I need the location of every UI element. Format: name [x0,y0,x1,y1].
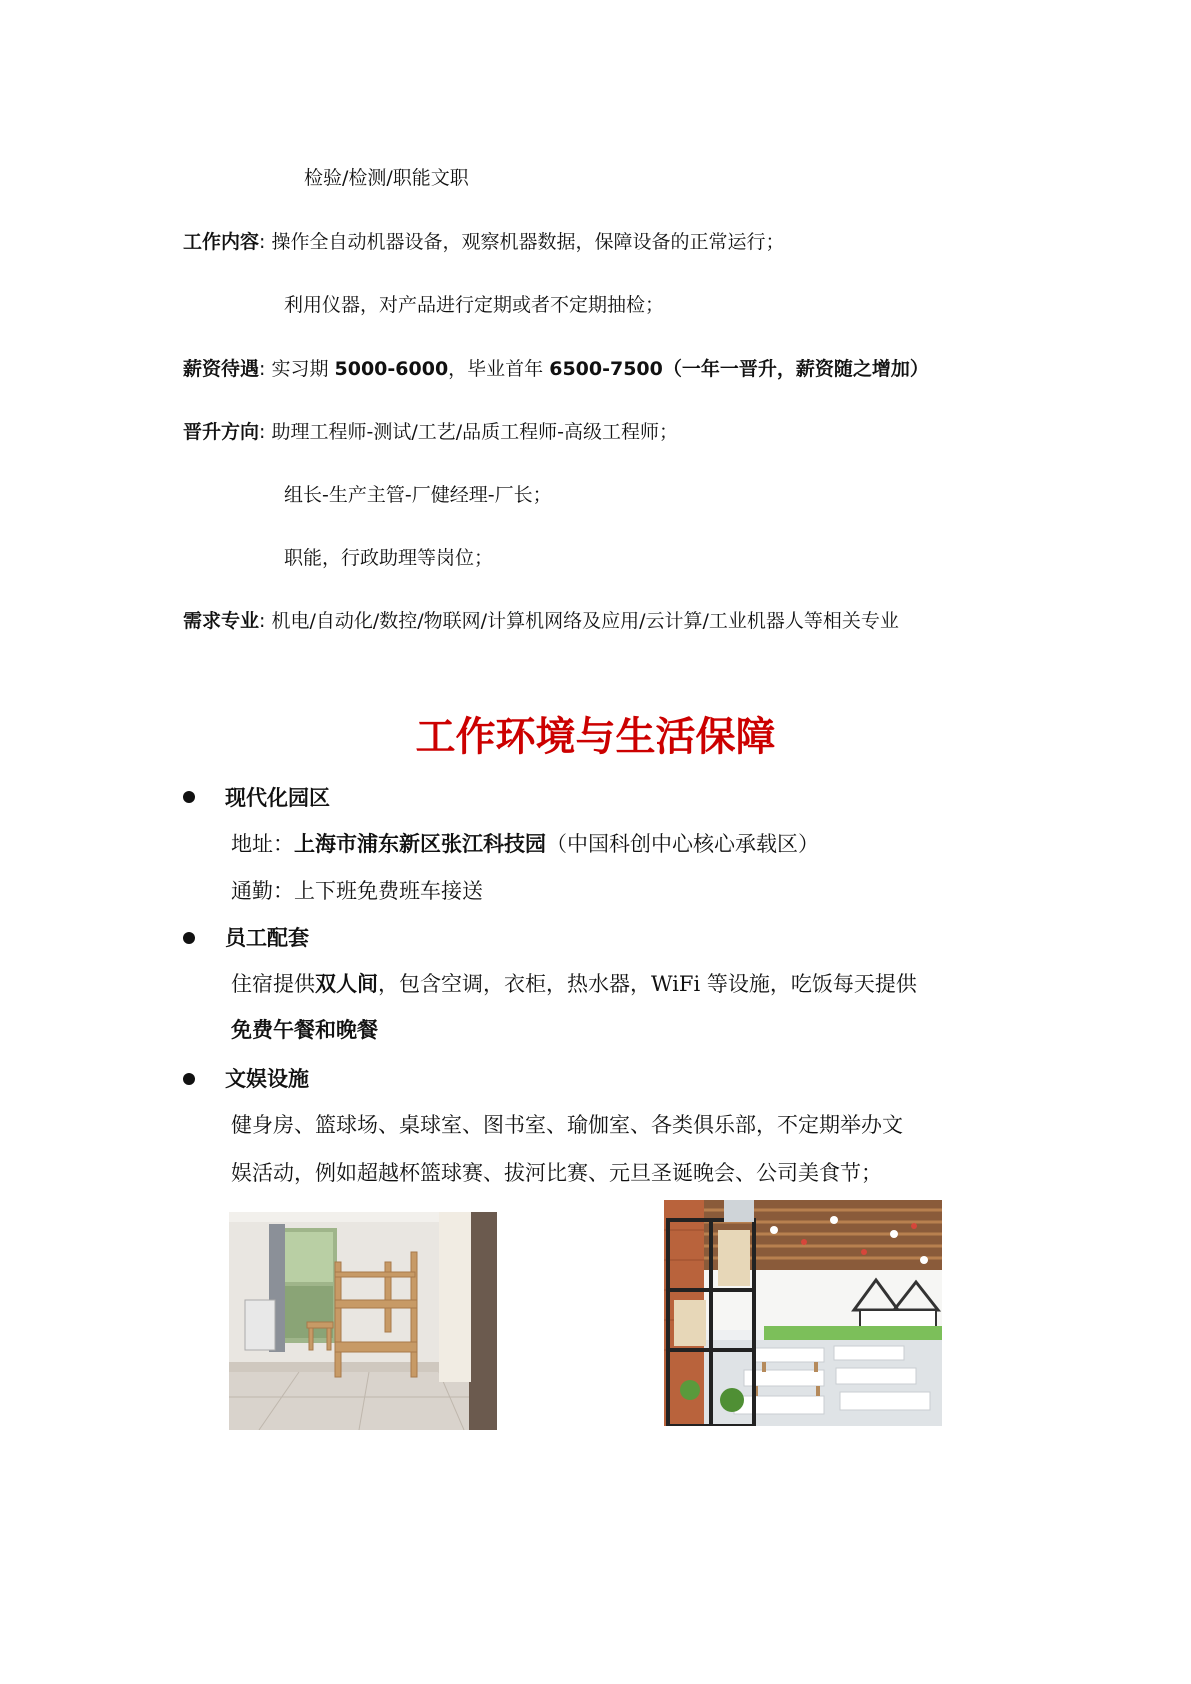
park-heading: 现代化园区 [225,786,330,810]
job-content-row [183,230,784,254]
salary-pre1: 实习期 [271,358,335,380]
salary-label: 薪资待遇 [183,358,260,380]
job-content-text: 操作全自动机器设备，观察机器数据，保障设备的正常运行； [271,231,785,253]
job-category-continuation: 检验/检测/职能文职 [304,167,469,189]
staff-line1 [231,970,917,998]
major-label: 需求专业 [183,610,260,632]
colon: : [259,358,272,380]
bullet-icon [183,1073,195,1085]
salary-pre2: ，毕业首年 [448,358,550,380]
promotion-label: 晋升方向 [183,421,260,443]
leisure-line2: 娱活动，例如超越杯篮球赛、拔河比赛、元旦圣诞晚会、公司美食节； [231,1161,882,1185]
staff-post: ，包含空调，衣柜，热水器，WiFi 等设施，吃饭每天提供 [378,972,917,996]
address-note: （中国科创中心核心承载区） [546,832,819,856]
promotion-line1: 助理工程师-测试/工艺/品质工程师-高级工程师； [271,421,678,443]
staff-pre: 住宿提供 [231,972,315,996]
salary-grad: 6500-7500 [549,358,663,380]
canteen-photo [664,1200,942,1426]
colon: : [259,421,272,443]
address-bold: 上海市浦东新区张江科技园 [294,832,546,856]
park-address [231,830,819,858]
promotion-row [183,420,678,444]
promotion-line2: 组长-生产主管-厂健经理-厂长； [284,484,552,506]
staff-meals: 免费午餐和晚餐 [231,1018,378,1042]
job-content-label: 工作内容 [183,231,260,253]
major-row [183,609,899,633]
leisure-line1: 健身房、篮球场、桌球室、图书室、瑜伽室、各类俱乐部，不定期举办文 [231,1113,903,1137]
dormitory-photo [229,1212,497,1430]
colon: : [259,610,272,632]
promotion-line3: 职能，行政助理等岗位； [284,547,494,569]
salary-row [183,357,929,381]
colon: : [259,231,272,253]
leisure-heading: 文娱设施 [225,1067,309,1091]
job-content-line2: 利用仪器，对产品进行定期或者不定期抽检； [284,294,665,316]
park-commute: 通勤：上下班免费班车接送 [231,879,483,903]
staff-heading: 员工配套 [225,926,309,950]
section-title: 工作环境与生活保障 [415,714,776,760]
bullet-icon [183,791,195,803]
salary-note: （一年一晋升，薪资随之增加） [662,358,929,380]
address-label: 地址： [231,832,294,856]
major-text: 机电/自动化/数控/物联网/计算机网络及应用/云计算/工业机器人等相关专业 [271,610,899,632]
staff-room: 双人间 [315,972,378,996]
salary-intern: 5000-6000 [334,358,449,380]
bullet-icon [183,932,195,944]
